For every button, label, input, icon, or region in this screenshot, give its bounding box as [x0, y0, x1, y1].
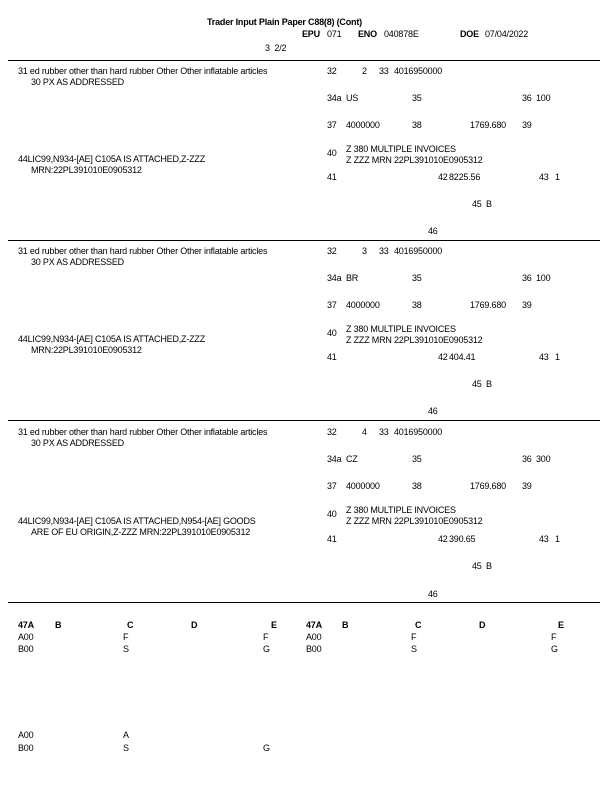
box-41-label: 41 — [327, 172, 337, 182]
item-description-line2: 30 PX AS ADDRESSED — [31, 77, 124, 87]
box-43-label: 43 — [539, 352, 549, 362]
box-40-line2: Z ZZZ MRN 22PL391010E0905312 — [346, 335, 483, 345]
net-mass: 1769.680 — [470, 120, 506, 130]
box-36-label: 36 — [522, 273, 532, 283]
procedure-code: 4000000 — [346, 120, 380, 130]
box-33-label: 33 — [379, 246, 389, 256]
commodity-code: 4016950000 — [394, 66, 443, 76]
box-39-label: 39 — [522, 300, 532, 310]
form-title: Trader Input Plain Paper C88(8) (Cont) — [207, 17, 362, 27]
box-43-value: 1 — [555, 172, 560, 182]
box-36-value: 100 — [536, 93, 551, 103]
box-40-line2: Z ZZZ MRN 22PL391010E0905312 — [346, 516, 483, 526]
box-43-label: 43 — [539, 534, 549, 544]
tax-type-code: A00 — [306, 632, 322, 642]
box-44-line1: 44LIC99,N934-[AE] C105A IS ATTACHED,Z-ZZZ — [18, 334, 206, 344]
tax-type-code: B00 — [306, 644, 322, 654]
box-40-label: 40 — [327, 328, 337, 338]
net-mass: 1769.680 — [470, 481, 506, 491]
epu-label: EPU — [302, 29, 320, 39]
tax-header-c: C — [415, 620, 422, 630]
tax-type-code: A00 — [18, 632, 34, 642]
tax-header-47a: 47A — [18, 620, 34, 630]
box-38-label: 38 — [412, 481, 422, 491]
box-32-label: 32 — [327, 427, 337, 437]
box-40-line2: Z ZZZ MRN 22PL391010E0905312 — [346, 155, 483, 165]
item-price: 404.41 — [449, 352, 476, 362]
commodity-code: 4016950000 — [394, 427, 443, 437]
box-44-line1: 44LIC99,N934-[AE] C105A IS ATTACHED,Z-ZZZ — [18, 154, 206, 164]
tax-cell-e: G — [263, 743, 270, 753]
box-40-line1: Z 380 MULTIPLE INVOICES — [346, 324, 456, 334]
box-40-label: 40 — [327, 148, 337, 158]
box-37-label: 37 — [327, 300, 337, 310]
box-34a-label: 34a — [327, 454, 342, 464]
country-of-origin: CZ — [346, 454, 358, 464]
box-42-label: 42 — [438, 352, 448, 362]
item-description-line2: 30 PX AS ADDRESSED — [31, 257, 124, 267]
net-mass: 1769.680 — [470, 300, 506, 310]
box-42-label: 42 — [438, 172, 448, 182]
box-37-label: 37 — [327, 481, 337, 491]
tax-cell-c: S — [123, 743, 129, 753]
box-35-label: 35 — [412, 273, 422, 283]
page-number: 3 2/2 — [265, 43, 287, 53]
box-45-label: 45 — [472, 561, 482, 571]
box-36-label: 36 — [522, 93, 532, 103]
box-45-label: 45 — [472, 379, 482, 389]
box-46-label: 46 — [428, 589, 438, 599]
box-33-label: 33 — [379, 66, 389, 76]
commodity-code: 4016950000 — [394, 246, 443, 256]
eno-value: 040878E — [384, 29, 419, 39]
box-45-value: B — [486, 561, 492, 571]
tax-type-code: B00 — [18, 644, 34, 654]
tax-header-c: C — [127, 620, 134, 630]
box-44-line2: MRN:22PL391010E0905312 — [31, 345, 142, 355]
box-45-value: B — [486, 379, 492, 389]
box-32-label: 32 — [327, 246, 337, 256]
box-46-label: 46 — [428, 226, 438, 236]
tax-cell-c: F — [123, 632, 129, 642]
box-45-label: 45 — [472, 199, 482, 209]
item-description: 31 ed rubber other than hard rubber Other Other inflatable articles — [18, 246, 268, 256]
doe-value: 07/04/2022 — [485, 29, 529, 39]
box-46-label: 46 — [428, 406, 438, 416]
box-40-label: 40 — [327, 509, 337, 519]
box-44-line1: 44LIC99,N934-[AE] C105A IS ATTACHED,N954-[AE] GOODS — [18, 516, 256, 526]
item-description-line2: 30 PX AS ADDRESSED — [31, 438, 124, 448]
box-35-label: 35 — [412, 454, 422, 464]
box-40-line1: Z 380 MULTIPLE INVOICES — [346, 505, 456, 515]
box-43-value: 1 — [555, 352, 560, 362]
tax-cell-e: F — [263, 632, 269, 642]
box-39-label: 39 — [522, 120, 532, 130]
tax-header-47a: 47A — [306, 620, 322, 630]
tax-cell-e: G — [551, 644, 558, 654]
procedure-code: 4000000 — [346, 300, 380, 310]
tax-cell-c: S — [411, 644, 417, 654]
tax-cell-c: S — [123, 644, 129, 654]
item-divider — [8, 602, 600, 603]
item-description: 31 ed rubber other than hard rubber Other Other inflatable articles — [18, 66, 268, 76]
tax-header-b: B — [342, 620, 349, 630]
box-44-line2: MRN:22PL391010E0905312 — [31, 165, 142, 175]
tax-type-code: A00 — [18, 730, 34, 740]
box-39-label: 39 — [522, 481, 532, 491]
box-38-label: 38 — [412, 120, 422, 130]
box-38-label: 38 — [412, 300, 422, 310]
box-43-value: 1 — [555, 534, 560, 544]
item-number: 3 — [362, 246, 367, 256]
box-35-label: 35 — [412, 93, 422, 103]
country-of-origin: BR — [346, 273, 359, 283]
box-36-value: 100 — [536, 273, 551, 283]
box-34a-label: 34a — [327, 93, 342, 103]
tax-cell-c: A — [123, 730, 129, 740]
box-42-label: 42 — [438, 534, 448, 544]
box-40-line1: Z 380 MULTIPLE INVOICES — [346, 144, 456, 154]
eno-label: ENO — [358, 29, 377, 39]
tax-header-d: D — [479, 620, 486, 630]
epu-value: 071 — [327, 29, 342, 39]
box-45-value: B — [486, 199, 492, 209]
tax-header-e: E — [271, 620, 277, 630]
procedure-code: 4000000 — [346, 481, 380, 491]
box-37-label: 37 — [327, 120, 337, 130]
box-34a-label: 34a — [327, 273, 342, 283]
box-32-label: 32 — [327, 66, 337, 76]
item-description: 31 ed rubber other than hard rubber Other Other inflatable articles — [18, 427, 268, 437]
tax-header-e: E — [558, 620, 564, 630]
box-41-label: 41 — [327, 534, 337, 544]
tax-cell-e: G — [263, 644, 270, 654]
country-of-origin: US — [346, 93, 359, 103]
box-43-label: 43 — [539, 172, 549, 182]
box-44-line2: ARE OF EU ORIGIN,Z-ZZZ MRN:22PL391010E0905312 — [31, 527, 251, 537]
box-36-value: 300 — [536, 454, 551, 464]
item-price: 390.65 — [449, 534, 476, 544]
tax-header-d: D — [191, 620, 198, 630]
box-36-label: 36 — [522, 454, 532, 464]
box-41-label: 41 — [327, 352, 337, 362]
tax-cell-c: F — [411, 632, 417, 642]
item-number: 2 — [362, 66, 367, 76]
item-price: 8225.56 — [449, 172, 481, 182]
item-number: 4 — [362, 427, 367, 437]
tax-type-code: B00 — [18, 743, 34, 753]
tax-cell-e: F — [551, 632, 557, 642]
box-33-label: 33 — [379, 427, 389, 437]
doe-label: DOE — [460, 29, 479, 39]
tax-header-b: B — [55, 620, 62, 630]
